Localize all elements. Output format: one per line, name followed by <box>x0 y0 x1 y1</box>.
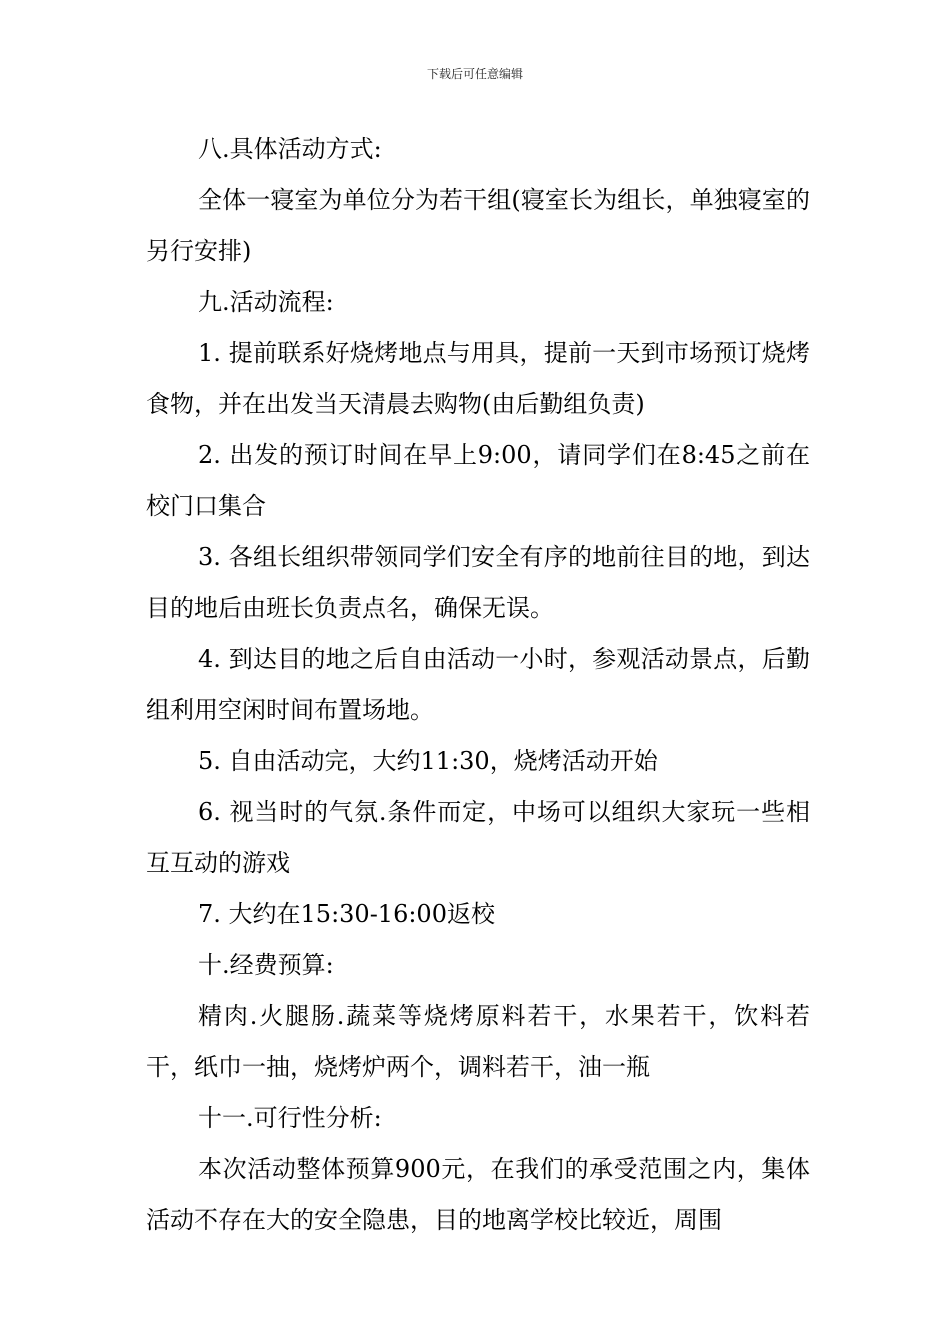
section-heading-10: 十.经费预算: <box>198 951 334 979</box>
page-header: 下载后可任意编辑 <box>426 67 523 81</box>
process-step-5: 5. 自由活动完，大约11:30，烧烤活动开始 <box>198 747 658 775</box>
process-step-4: 4. 到达目的地之后自由活动一小时，参观活动景点，后勤组利用空闲时间布置场地。 <box>146 645 810 724</box>
process-step-1: 1. 提前联系好烧烤地点与用具，提前一天到市场预订烧烤食物，并在出发当天清晨去购物(由后勤组负责) <box>146 339 810 418</box>
document-body <box>146 124 810 1246</box>
paragraph-budget: 精肉.火腿肠.蔬菜等烧烤原料若干，水果若干，饮料若干，纸巾一抽，烧烤炉两个，调料若干，油一瓶 <box>146 1002 810 1081</box>
section-heading-11: 十一.可行性分析: <box>198 1104 382 1132</box>
process-step-7: 7. 大约在15:30-16:00返校 <box>198 900 495 928</box>
process-step-3: 3. 各组长组织带领同学们安全有序的地前往目的地，到达目的地后由班长负责点名，确保无误。 <box>146 543 810 622</box>
process-step-6: 6. 视当时的气氛.条件而定，中场可以组织大家玩一些相互互动的游戏 <box>146 798 810 877</box>
paragraph-feasibility: 本次活动整体预算900元，在我们的承受范围之内，集体活动不存在大的安全隐患，目的地离学校比较近，周围 <box>146 1155 810 1234</box>
section-heading-8: 八.具体活动方式: <box>198 135 382 163</box>
section-heading-9: 九.活动流程: <box>198 288 334 316</box>
paragraph-activity-method: 全体一寝室为单位分为若干组(寝室长为组长，单独寝室的另行安排) <box>146 186 810 265</box>
process-step-2: 2. 出发的预订时间在早上9:00，请同学们在8:45之前在校门口集合 <box>146 441 810 520</box>
